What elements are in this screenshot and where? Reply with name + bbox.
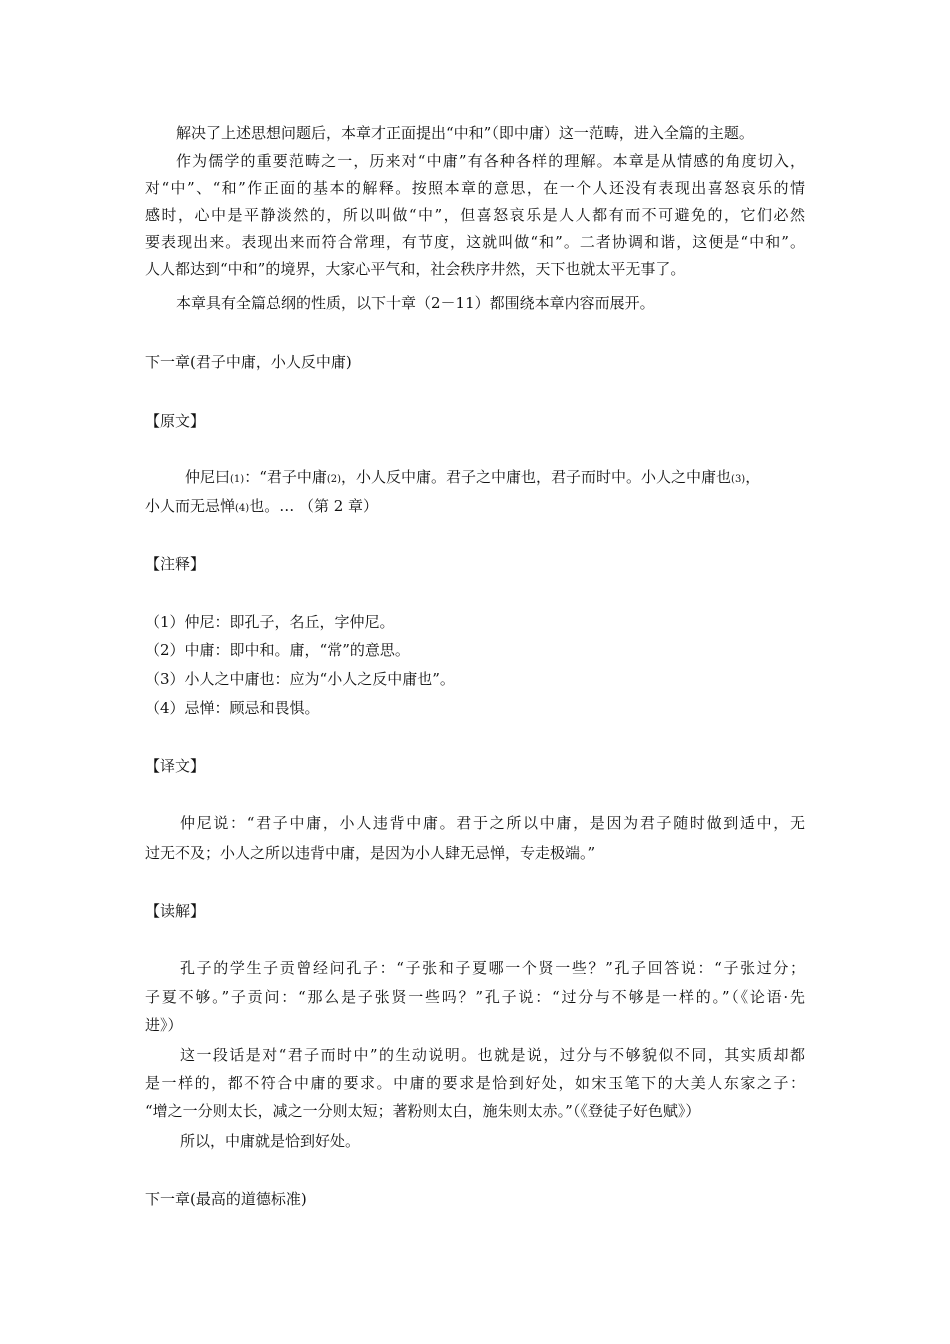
yuanwen-line-2: [145, 496, 378, 519]
intro-paragraph-3: 本章具有全篇总纲的性质，以下十章（2－11）都围绕本章内容而展开。: [176, 294, 655, 312]
yuanwen-text: ：“君子中庸: [244, 468, 327, 486]
note-ref-3: (3): [731, 474, 746, 485]
section-heading-dujie: 【读解】: [145, 902, 206, 920]
note-item: （4）忌惮：顾忌和畏惧。: [145, 699, 320, 717]
yuanwen-text: ，小人反中庸。君子之中庸也，君子而时中。小人之中庸也: [341, 468, 732, 486]
dujie-paragraph-2-line-3: “增之一分则太长，减之一分则太短；著粉则太白，施朱则太赤。”（《登徒子好色赋》）: [145, 1102, 701, 1120]
yuanwen-text: 小人而无忌惮: [145, 497, 236, 515]
dujie-paragraph-1-line-2: 子夏不够。”子贡问：“那么是子张贤一些吗？”孔子说：“过分与不够是一样的。”（《论语·先: [145, 988, 805, 1006]
note-ref-4: (4): [235, 503, 250, 514]
yuanwen-line-1: [185, 467, 760, 490]
yiwen-line-2: 过无不及；小人之所以违背中庸，是因为小人肆无忌惮，专走极端。”: [145, 844, 596, 862]
section-heading-yuanwen: 【原文】: [145, 412, 206, 430]
note-item: （2）中庸：即中和。庸，“常”的意思。: [145, 641, 410, 659]
dujie-paragraph-1-line-3: 进》）: [145, 1016, 183, 1034]
section-heading-zhushi: 【注释】: [145, 555, 206, 573]
intro-paragraph-2-line-3: 感时，心中是平静淡然的，所以叫做“中”，但喜怒哀乐是人人都有而不可避免的，它们必然: [145, 206, 805, 224]
yuanwen-text: 仲尼曰: [185, 468, 231, 486]
dujie-paragraph-2-line-2: 是一样的，都不符合中庸的要求。中庸的要求是恰到好处，如宋玉笔下的大美人东家之子：: [145, 1074, 805, 1092]
note-item: （3）小人之中庸也：应为“小人之反中庸也”。: [145, 670, 455, 688]
intro-paragraph-2-line-4: 要表现出来。表现出来而符合常理，有节度，这就叫做“和”。二者协调和谐，这便是“中和”。: [145, 233, 805, 251]
yuanwen-text: 也。… （第 2 章）: [249, 497, 379, 515]
dujie-paragraph-3: 所以，中庸就是恰到好处。: [180, 1132, 361, 1150]
dujie-paragraph-2-line-1: 这一段话是对“君子而时中”的生动说明。也就是说，过分与不够貌似不同，其实质却都: [180, 1046, 805, 1064]
intro-paragraph-2-line-1: 作为儒学的重要范畴之一，历来对“中庸”有各种各样的理解。本章是从情感的角度切入，: [176, 152, 805, 170]
next-chapter-link-1[interactable]: 下一章(君子中庸，小人反中庸): [145, 353, 352, 371]
dujie-paragraph-1-line-1: 孔子的学生子贡曾经问孔子：“子张和子夏哪一个贤一些？”孔子回答说：“子张过分；: [180, 959, 805, 977]
note-ref-2: (2): [326, 474, 342, 485]
note-item: （1）仲尼：即孔子，名丘，字仲尼。: [145, 613, 395, 631]
next-chapter-link-2[interactable]: 下一章(最高的道德标准): [145, 1190, 307, 1208]
section-heading-yiwen: 【译文】: [145, 757, 206, 775]
yuanwen-text: ，: [745, 468, 761, 486]
intro-paragraph-1: 解决了上述思想问题后，本章才正面提出“中和”（即中庸）这一范畴，进入全篇的主题。: [176, 124, 754, 142]
yiwen-line-1: 仲尼说：“君子中庸，小人违背中庸。君于之所以中庸，是因为君子随时做到适中，无: [180, 814, 805, 832]
intro-paragraph-2-line-2: 对“中”、“和”作正面的基本的解释。按照本章的意思，在一个人还没有表现出喜怒哀乐的情: [145, 179, 805, 197]
note-ref-1: (1): [230, 474, 245, 485]
intro-paragraph-2-line-5: 人人都达到“中和”的境界，大家心平气和，社会秩序井然，天下也就太平无事了。: [145, 260, 686, 278]
